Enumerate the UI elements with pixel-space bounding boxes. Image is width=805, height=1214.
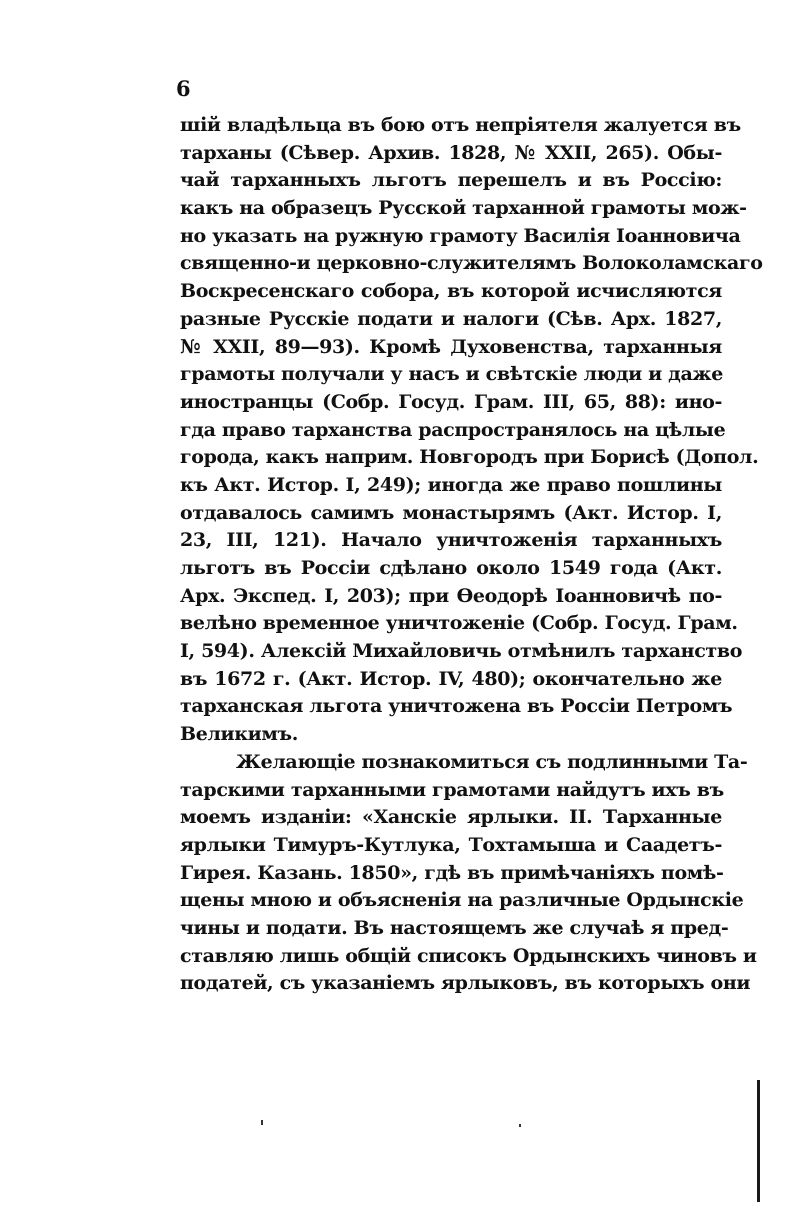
scan-speck bbox=[261, 1120, 263, 1125]
text-line: льготъ въ Россіи сдѣлано около 1549 года (Акт. bbox=[180, 557, 722, 579]
text-line: къ Акт. Истор. I, 249); иногда же право пошлины bbox=[180, 473, 722, 496]
text-line: иностранцы (Собр. Госуд. Грам. III, 65, 88): ино- bbox=[180, 390, 722, 413]
text-line: священно-и церковно-служителямъ Волоколамскаго bbox=[180, 252, 763, 275]
text-line: Желающіе познакомиться съ подлинными Та- bbox=[236, 750, 748, 773]
text-line: тарханы (Сѣвер. Архив. 1828, № XXII, 265). Обы- bbox=[180, 141, 722, 164]
body-text bbox=[180, 112, 763, 998]
text-line: отдавалось самимъ монастырямъ (Акт. Истор. I, bbox=[180, 501, 722, 524]
text-line: какъ на образецъ Русской тарханной грамоты мож- bbox=[180, 197, 747, 220]
page-edge-mark bbox=[757, 1080, 760, 1202]
text-line: щены мною и объясненія на различные Ордынскіе bbox=[180, 889, 744, 912]
text-line: чай тарханныхъ льготъ перешелъ и въ Россію: bbox=[180, 169, 722, 192]
text-line: гда право тарханства распространялось на цѣлые bbox=[180, 418, 726, 441]
paragraph-1 bbox=[180, 112, 763, 749]
text-line: № XXII, 89—93). Кромѣ Духовенства, тарханныя bbox=[180, 335, 722, 358]
text-line: разные Русскіе подати и налоги (Сѣв. Арх. 1827, bbox=[180, 307, 722, 330]
text-line: ставляю лишь общій списокъ Ордынскихъ чиновъ и bbox=[180, 944, 757, 967]
text-line: но указать на ружную грамоту Василія Іоанновича bbox=[180, 224, 741, 247]
text-line: податей, съ указаніемъ ярлыковъ, въ которыхъ они bbox=[180, 972, 751, 995]
text-line: Гирея. Казань. 1850», гдѣ въ примѣчаніяхъ помѣ- bbox=[180, 861, 724, 884]
text-line: въ 1672 г. (Акт. Истор. IV, 480); окончательно же bbox=[180, 667, 722, 690]
text-line: Великимъ. bbox=[180, 723, 298, 746]
text-line: I, 594). Алексій Михайловичь отмѣнилъ тарханство bbox=[180, 640, 743, 663]
text-line: Воскресенскаго собора, въ которой исчисляются bbox=[180, 280, 722, 303]
text-line: Арх. Экспед. I, 203); при Ѳеодорѣ Іоанновичѣ по- bbox=[180, 584, 722, 607]
text-line: тарскими тарханными грамотами найдутъ ихъ въ bbox=[180, 778, 724, 801]
text-line: ярлыки Тимуръ-Кутлука, Тохтамыша и Саадетъ- bbox=[180, 833, 722, 856]
text-line: велѣно временное уничтоженіе (Собр. Госуд. Грам. bbox=[180, 612, 738, 635]
page-number: 6 bbox=[176, 76, 191, 101]
text-line: города, какъ наприм. Новгородъ при Борисѣ (Допол. bbox=[180, 446, 759, 469]
text-line: шій владѣльца въ бою отъ непріятеля жалуется въ bbox=[180, 114, 741, 136]
text-line: грамоты получали у насъ и свѣтскіе люди и даже bbox=[180, 363, 723, 386]
text-line: тарханская льгота уничтожена въ Россіи Петромъ bbox=[180, 695, 733, 718]
text-line: моемъ изданіи: «Ханскіе ярлыки. II. Тарханные bbox=[180, 806, 722, 829]
text-line: чины и подати. Въ настоящемъ же случаѣ я пред- bbox=[180, 916, 729, 939]
paragraph-2 bbox=[180, 749, 757, 998]
scan-speck bbox=[519, 1124, 521, 1127]
text-line: 23, III, 121). Начало уничтоженія тарханныхъ bbox=[180, 529, 722, 552]
